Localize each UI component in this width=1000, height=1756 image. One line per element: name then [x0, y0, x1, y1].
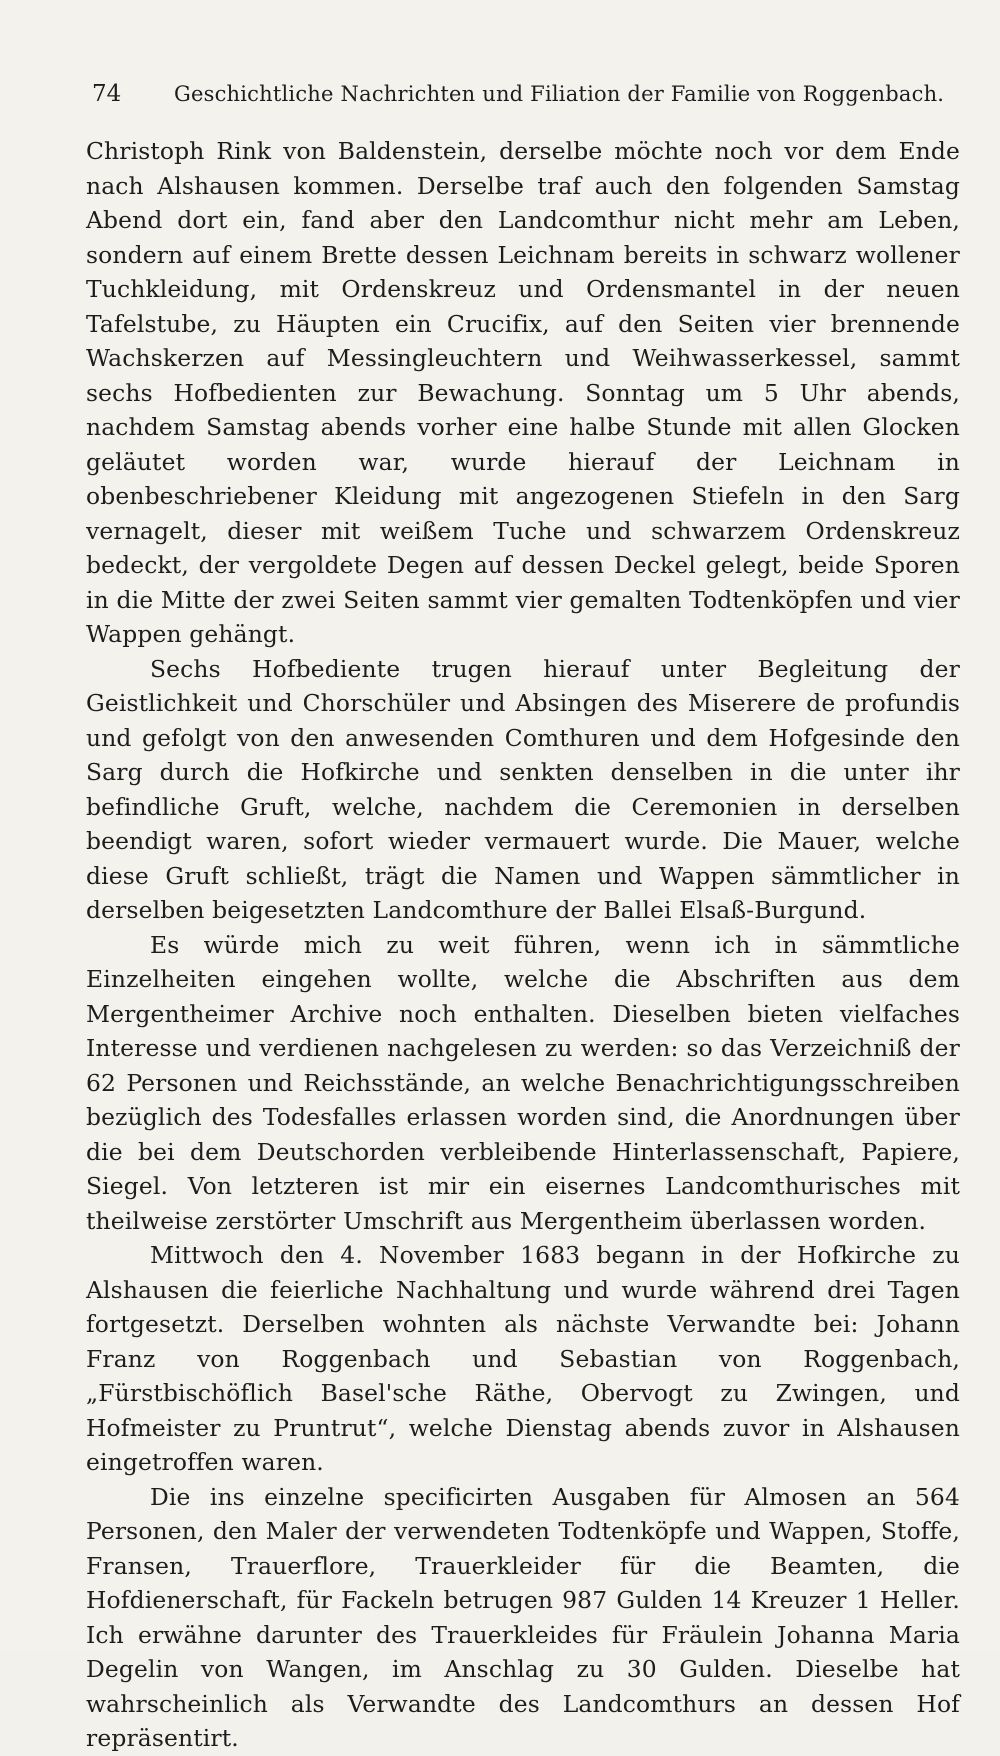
page-number: 74: [92, 81, 122, 107]
body-text: [86, 134, 960, 1756]
running-title: Geschichtliche Nachrichten und Filiation der Familie von Roggenbach.: [174, 82, 945, 106]
paragraph: Sechs Hofbediente trugen hierauf unter Begleitung der Geistlichkeit und Chorschüler und Absingen des Miserere de profundis und gefolgt von den anwesenden Comthuren und dem Hofgesinde den Sarg durch die Hofkirche und senkten denselben in die unter ihr befindliche Gruft, welche, nachdem die Ceremonien in derselben beendigt waren, sofort wieder vermauert wurde. Die Mauer, welche diese Gruft schließt, trägt die Namen und Wappen sämmtlicher in derselben beigesetzten Landcomthure der Ballei Elsaß-Burgund.: [86, 654, 960, 924]
paragraph: Mittwoch den 4. November 1683 begann in der Hofkirche zu Alshausen die feierliche Nachhaltung und wurde während drei Tagen fortgesetzt. Derselben wohnten als nächste Verwandte bei: Johann Franz von Roggenbach und Sebastian von Roggenbach, „Fürstbischöflich Basel'sche Räthe, Obervogt zu Zwingen, und Hofmeister zu Pruntrut“, welche Dienstag abends zuvor in Alshausen eingetroffen waren.: [86, 1241, 960, 1476]
paragraph: Es würde mich zu weit führen, wenn ich in sämmtliche Einzelheiten eingehen wollte, welche die Abschriften aus dem Mergentheimer Archive noch enthalten. Dieselben bieten vielfaches Interesse und verdienen nachgelesen zu werden: so das Verzeichniß der 62 Personen und Reichsstände, an welche Benachrichtigungsschreiben bezüglich des Todesfalles erlassen worden sind, die Anordnungen über die bei dem Deutschorden verbleibende Hinterlassenschaft, Papiere, Siegel. Von letzteren ist mir ein eisernes Landcomthurisches mit theilweise zerstörter Umschrift aus Mergentheim überlassen worden.: [86, 930, 960, 1235]
paragraph-continued: Christoph Rink von Baldenstein, derselbe möchte noch vor dem Ende nach Alshausen kommen. Derselbe traf auch den folgenden Samstag Abend dort ein, fand aber den Landcomthur nicht mehr am Leben, sondern auf einem Brette dessen Leichnam bereits in schwarz wollener Tuchkleidung, mit Ordenskreuz und Ordensmantel in der neuen Tafelstube, zu Häupten ein Crucifix, auf den Seiten vier brennende Wachskerzen auf Messingleuchtern und Weihwasserkessel, sammt sechs Hofbedienten zur Bewachung. Sonntag um 5 Uhr abends, nachdem Samstag abends vorher eine halbe Stunde mit allen Glocken geläutet worden war, wurde hierauf der Leichnam in obenbeschriebener Kleidung mit angezogenen Stiefeln in den Sarg vernagelt, dieser mit weißem Tuche und schwarzem Ordenskreuz bedeckt, der vergoldete Degen auf dessen Deckel gelegt, beide Sporen in die Mitte der zwei Seiten sammt vier gemalten Todtenköpfen und vier Wappen gehängt.: [86, 137, 960, 648]
paragraph: Die ins einzelne specificirten Ausgaben für Almosen an 564 Personen, den Maler der verwendeten Todtenköpfe und Wappen, Stoffe, Fransen, Trauerflore, Trauerkleider für die Beamten, die Hofdienerschaft, für Fackeln betrugen 987 Gulden 14 Kreuzer 1 Heller. Ich erwähne darunter des Trauerkleides für Fräulein Johanna Maria Degelin von Wangen, im Anschlag zu 30 Gulden. Dieselbe hat wahrscheinlich als Verwandte des Landcomthurs an dessen Hof repräsentirt.: [86, 1482, 960, 1752]
page-header: [92, 74, 952, 114]
